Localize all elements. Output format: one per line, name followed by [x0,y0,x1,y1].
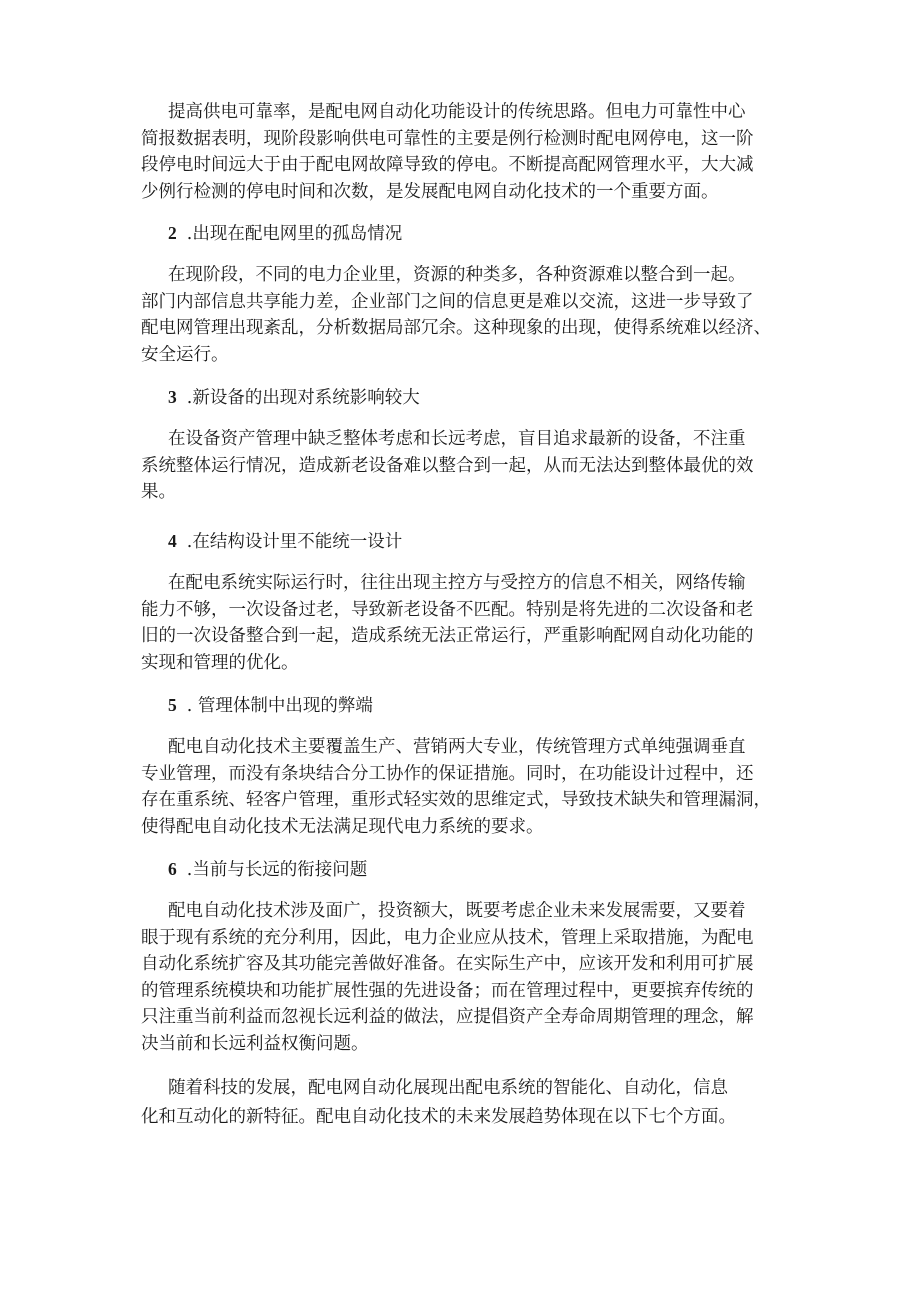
paragraph-line: 在现阶段，不同的电力企业里，资源的种类多，各种资源难以整合到一起。 [168,265,746,285]
section-heading [168,528,402,555]
body-paragraph [141,426,788,506]
paragraph-line: 配电自动化技术涉及面广，投资额大，既要考虑企业未来发展需要，又要着 [168,901,746,921]
section-number: 3 [168,387,177,407]
section-title: .新设备的出现对系统影响较大 [186,388,420,408]
paragraph-line: 少例行检测的停电时间和次数，是发展配电网自动化技术的一个重要方面。 [141,181,719,202]
paragraph-line: 旧的一次设备整合到一起，造成系统无法正常运行，严重影响配网自动化功能的 [141,626,754,646]
paragraph-line: 能力不够，一次设备过老，导致新老设备不匹配。特别是将先进的二次设备和老 [141,599,754,620]
section-number: 4 [168,531,177,551]
paragraph-line: 只注重当前利益而忽视长远利益的做法，应提倡资产全寿命周期管理的理念，解 [141,1007,754,1027]
paragraph-line: 配电网管理出现紊乱，分析数据局部冗余。这种现象的出现，使得系统难以经济、 [141,318,771,338]
paragraph-line: 专业管理，而没有条块结合分工协作的保证措施。同时，在功能设计过程中，还 [141,763,754,784]
section-title: . 管理体制中出现的弊端 [186,696,373,716]
paragraph-line: 段停电时间远大于由于配电网故障导致的停电。不断提高配网管理水平，大大减 [141,155,754,175]
paragraph-line: 部门内部信息共享能力差，企业部门之间的信息更是难以交流，这进一步导致了 [141,291,754,312]
section-number: 2 [168,223,177,243]
section-title: .当前与长远的衔接问题 [186,860,368,880]
paragraph-line: 配电自动化技术主要覆盖生产、营销两大专业，传统管理方式单纯强调垂直 [168,737,746,757]
section-heading [168,220,402,247]
body-paragraph [141,570,788,676]
paragraph-line: 安全运行。 [141,344,229,365]
paragraph-line: 提高供电可靠率，是配电网自动化功能设计的传统思路。但电力可靠性中心 [168,102,746,122]
paragraph-line: 存在重系统、轻客户管理，重形式轻实效的思维定式，导致技术缺失和管理漏洞， [141,790,771,810]
paragraph-line: 的管理系统模块和功能扩展性强的先进设备；而在管理过程中，更要摈弃传统的 [141,980,754,1001]
section-heading [168,856,367,883]
body-paragraph [141,262,788,368]
body-paragraph [141,99,788,205]
paragraph-line: 自动化系统扩容及其功能完善做好准备。在实际生产中，应该开发和利用可扩展 [141,954,754,974]
paragraph-line: 在设备资产管理中缺乏整体考虑和长远考虑，盲目追求最新的设备，不注重 [168,429,746,449]
paragraph-line: 随着科技的发展，配电网自动化展现出配电系统的智能化、自动化，信息 [168,1078,728,1098]
paragraph-line: 果。 [141,482,176,502]
paragraph-line: 在配电系统实际运行时，往往出现主控方与受控方的信息不相关，网络传输 [168,573,746,593]
section-number: 6 [168,859,177,879]
paragraph-line: 实现和管理的优化。 [141,652,299,673]
body-paragraph [141,898,788,1057]
paragraph-line: 化和互动化的新特征。配电自动化技术的未来发展趋势体现在以下七个方面。 [141,1107,736,1127]
section-title: .出现在配电网里的孤岛情况 [186,224,403,244]
body-paragraph [141,734,788,840]
paragraph-line: 系统整体运行情况，造成新老设备难以整合到一起，从而无法达到整体最优的效 [141,455,754,476]
section-title: .在结构设计里不能统一设计 [186,532,403,552]
paragraph-line: 使得配电自动化技术无法满足现代电力系统的要求。 [141,816,544,837]
paragraph-line: 决当前和长远利益权衡问题。 [141,1033,369,1054]
paragraph-line: 简报数据表明，现阶段影响供电可靠性的主要是例行检测时配电网停电，这一阶 [141,128,754,149]
paragraph-line: 眼于现有系统的充分利用，因此，电力企业应从技术，管理上采取措施，为配电 [141,927,754,948]
body-paragraph [141,1074,788,1132]
section-number: 5 [168,695,177,715]
section-heading [168,692,373,719]
section-heading [168,384,420,411]
